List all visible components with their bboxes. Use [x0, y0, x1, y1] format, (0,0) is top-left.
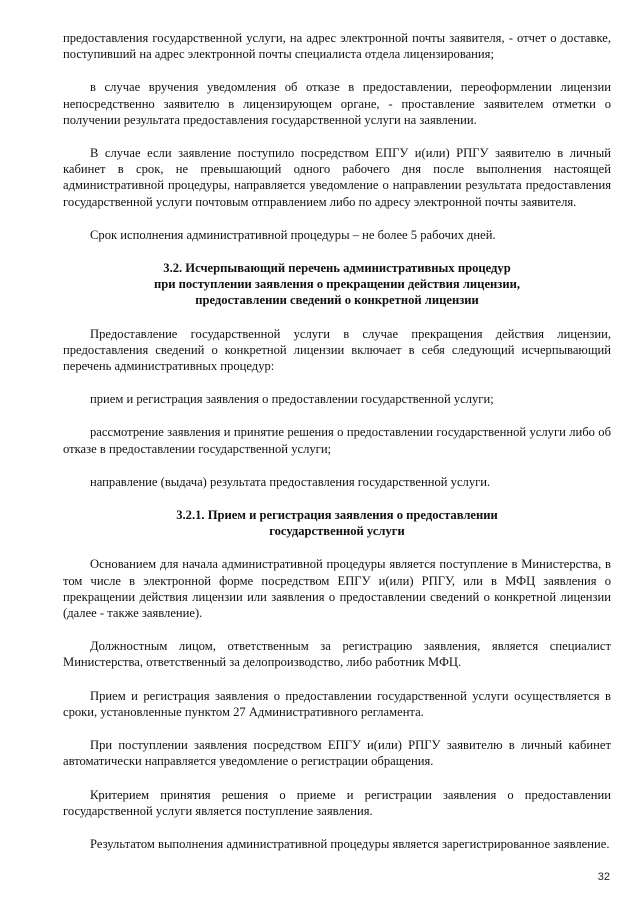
section-heading-line: 3.2.1. Прием и регистрация заявления о предоставлении — [176, 508, 498, 523]
paragraph-basis: Основанием для начала административной процедуры является поступление в Министерства, в том числе в электронной форме посредством ЕПГУ и(или) РПГУ, или в МФЦ заявления о прекращении действия лицензии или заявления о предоставлении сведений о конкретной лицензии (далее - также заявление). — [63, 557, 611, 621]
paragraph-responsible-official: Должностным лицом, ответственным за регистрацию заявления, является специалист Министерства, ответственный за делопроизводство, либо работник МФЦ. — [63, 639, 611, 670]
list-item-review: рассмотрение заявления и принятие решения о предоставлении государственной услуги либо об отказе в предоставлении государственной услуги; — [63, 425, 611, 456]
paragraph-procedure-result: Результатом выполнения административной процедуры является зарегистрированное заявление. — [90, 836, 610, 851]
paragraph-auto-notification: При поступлении заявления посредством ЕПГУ и(или) РПГУ заявителю в личный кабинет автоматически направляется уведомление о регистрации обращения. — [63, 738, 611, 769]
page-number: 32 — [597, 871, 610, 883]
section-heading-3-2 — [63, 260, 611, 309]
paragraph-registration-terms: Прием и регистрация заявления о предоставлении государственной услуги осуществляется в сроки, установленные пунктом 27 Административного регламента. — [63, 688, 611, 719]
paragraph-epgu-notification: В случае если заявление поступило посредством ЕПГУ и(или) РПГУ заявителю в личный кабинет в срок, не превышающий одного рабочего дня после выполнения настоящей административной процедуры, направляется уведомление о направлении результата предоставления государственной услуги почтовым отправлением либо по адресу электронной почты заявителя. — [63, 146, 611, 209]
list-item-result-delivery: направление (выдача) результата предоставления государственной услуги. — [90, 474, 491, 489]
document-page — [63, 30, 611, 869]
section-heading-3-2-1 — [63, 507, 611, 539]
paragraph-delivery-report: предоставления государственной услуги, на адрес электронной почты заявителя, - отчет о доставке, поступивший на адрес электронной почты специалиста отдела лицензирования; — [63, 31, 611, 62]
paragraph-procedure-list-intro: Предоставление государственной услуги в случае прекращения действия лицензии, предоставления сведений о конкретной лицензии включает в себя следующий исчерпывающий перечень административных процедур: — [63, 326, 611, 374]
section-heading-line: предоставлении сведений о конкретной лицензии — [195, 293, 479, 308]
section-heading-line: государственной услуги — [269, 524, 405, 539]
paragraph-in-person-delivery: в случае вручения уведомления об отказе в предоставлении, переоформлении лицензии непосредственно заявителю в лицензирующем органе, - проставление заявителем отметки о получении результата предоставления государственной услуги на заявлении. — [63, 80, 611, 127]
section-heading-line: 3.2. Исчерпывающий перечень административных процедур — [163, 261, 511, 276]
section-heading-line: при поступлении заявления о прекращении действия лицензии, — [153, 277, 521, 292]
list-item-reception: прием и регистрация заявления о предоставлении государственной услуги; — [90, 392, 494, 407]
paragraph-deadline: Срок исполнения административной процедуры – не более 5 рабочих дней. — [90, 227, 496, 242]
paragraph-decision-criterion: Критерием принятия решения о приеме и регистрации заявления о предоставлении государственной услуги является поступление заявления. — [63, 787, 611, 818]
